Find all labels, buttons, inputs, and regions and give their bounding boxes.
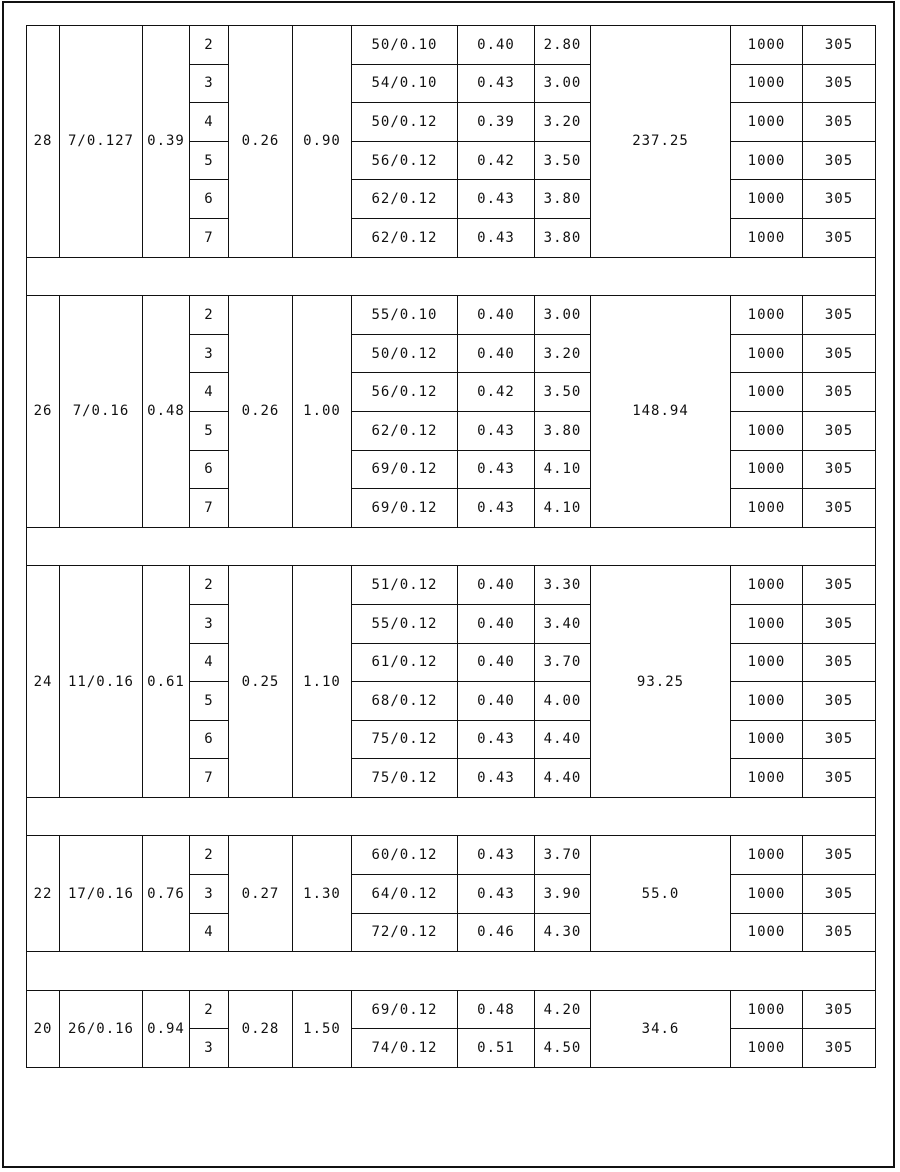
- core-count-cell: 3: [190, 1029, 229, 1068]
- length-meters-cell: 1000: [731, 373, 803, 412]
- sheath-thickness-cell: 0.42: [458, 373, 535, 412]
- conductor-resistance-cell: 93.25: [591, 566, 731, 798]
- sheath-thickness-cell: 0.43: [458, 218, 535, 257]
- length-meters-cell: 1000: [731, 759, 803, 798]
- sheath-thickness-cell: 0.43: [458, 64, 535, 103]
- shield-construction-cell: 75/0.12: [352, 759, 458, 798]
- core-count-cell: 7: [190, 489, 229, 528]
- outer-diameter-cell: 3.00: [535, 296, 591, 335]
- outer-diameter-cell: 4.00: [535, 682, 591, 721]
- shield-construction-cell: 64/0.12: [352, 875, 458, 914]
- shield-construction-cell: 55/0.12: [352, 604, 458, 643]
- conductor-diameter-cell: 0.39: [143, 26, 190, 258]
- sheath-thickness-cell: 0.43: [458, 489, 535, 528]
- sheath-thickness-cell: 0.51: [458, 1029, 535, 1068]
- conductor-resistance-cell: 34.6: [591, 990, 731, 1067]
- separator-cell: [27, 952, 876, 991]
- shield-construction-cell: 55/0.10: [352, 296, 458, 335]
- core-count-cell: 5: [190, 141, 229, 180]
- length-feet-cell: 305: [803, 604, 876, 643]
- outer-diameter-cell: 3.00: [535, 64, 591, 103]
- shield-construction-cell: 61/0.12: [352, 643, 458, 682]
- core-count-cell: 7: [190, 759, 229, 798]
- table-row: [27, 296, 876, 335]
- conductor-resistance-cell: 55.0: [591, 836, 731, 952]
- length-feet-cell: 305: [803, 411, 876, 450]
- length-feet-cell: 305: [803, 913, 876, 952]
- outer-diameter-cell: 3.80: [535, 180, 591, 219]
- insulated-diameter-cell: 1.50: [293, 990, 352, 1067]
- shield-construction-cell: 56/0.12: [352, 141, 458, 180]
- core-count-cell: 6: [190, 450, 229, 489]
- separator-cell: [27, 527, 876, 566]
- outer-diameter-cell: 3.30: [535, 566, 591, 605]
- sheath-thickness-cell: 0.40: [458, 682, 535, 721]
- conductor-stranding-cell: 17/0.16: [60, 836, 143, 952]
- conductor-diameter-cell: 0.76: [143, 836, 190, 952]
- length-meters-cell: 1000: [731, 489, 803, 528]
- table-row: [27, 836, 876, 875]
- awg-gauge-cell: 22: [27, 836, 60, 952]
- sheath-thickness-cell: 0.43: [458, 875, 535, 914]
- length-feet-cell: 305: [803, 489, 876, 528]
- length-feet-cell: 305: [803, 180, 876, 219]
- table-row: [27, 990, 876, 1029]
- cable-spec-table: [26, 25, 876, 1068]
- length-feet-cell: 305: [803, 373, 876, 412]
- outer-diameter-cell: 4.40: [535, 720, 591, 759]
- insulated-diameter-cell: 1.00: [293, 296, 352, 528]
- table-row: [27, 566, 876, 605]
- awg-gauge-cell: 28: [27, 26, 60, 258]
- conductor-stranding-cell: 11/0.16: [60, 566, 143, 798]
- core-count-cell: 2: [190, 296, 229, 335]
- shield-construction-cell: 72/0.12: [352, 913, 458, 952]
- length-meters-cell: 1000: [731, 26, 803, 65]
- core-count-cell: 2: [190, 26, 229, 65]
- outer-diameter-cell: 3.20: [535, 103, 591, 142]
- insulation-thickness-cell: 0.28: [229, 990, 293, 1067]
- separator-cell: [27, 257, 876, 296]
- length-meters-cell: 1000: [731, 875, 803, 914]
- length-meters-cell: 1000: [731, 990, 803, 1029]
- outer-diameter-cell: 3.70: [535, 643, 591, 682]
- length-meters-cell: 1000: [731, 836, 803, 875]
- shield-construction-cell: 56/0.12: [352, 373, 458, 412]
- length-meters-cell: 1000: [731, 180, 803, 219]
- shield-construction-cell: 50/0.12: [352, 103, 458, 142]
- length-meters-cell: 1000: [731, 218, 803, 257]
- awg-gauge-cell: 26: [27, 296, 60, 528]
- group-separator-row: [27, 527, 876, 566]
- outer-diameter-cell: 3.50: [535, 373, 591, 412]
- outer-diameter-cell: 2.80: [535, 26, 591, 65]
- core-count-cell: 3: [190, 604, 229, 643]
- length-meters-cell: 1000: [731, 103, 803, 142]
- length-feet-cell: 305: [803, 296, 876, 335]
- length-feet-cell: 305: [803, 103, 876, 142]
- core-count-cell: 4: [190, 373, 229, 412]
- conductor-stranding-cell: 26/0.16: [60, 990, 143, 1067]
- shield-construction-cell: 74/0.12: [352, 1029, 458, 1068]
- outer-diameter-cell: 3.90: [535, 875, 591, 914]
- length-meters-cell: 1000: [731, 296, 803, 335]
- insulation-thickness-cell: 0.27: [229, 836, 293, 952]
- table-row: [27, 26, 876, 65]
- core-count-cell: 5: [190, 411, 229, 450]
- outer-diameter-cell: 4.30: [535, 913, 591, 952]
- length-meters-cell: 1000: [731, 141, 803, 180]
- sheath-thickness-cell: 0.40: [458, 296, 535, 335]
- awg-gauge-cell: 24: [27, 566, 60, 798]
- core-count-cell: 2: [190, 836, 229, 875]
- insulation-thickness-cell: 0.25: [229, 566, 293, 798]
- shield-construction-cell: 69/0.12: [352, 489, 458, 528]
- outer-diameter-cell: 3.50: [535, 141, 591, 180]
- core-count-cell: 4: [190, 103, 229, 142]
- outer-diameter-cell: 4.40: [535, 759, 591, 798]
- length-feet-cell: 305: [803, 643, 876, 682]
- core-count-cell: 6: [190, 180, 229, 219]
- length-feet-cell: 305: [803, 450, 876, 489]
- length-feet-cell: 305: [803, 141, 876, 180]
- outer-diameter-cell: 3.40: [535, 604, 591, 643]
- sheath-thickness-cell: 0.40: [458, 643, 535, 682]
- length-meters-cell: 1000: [731, 682, 803, 721]
- sheath-thickness-cell: 0.48: [458, 990, 535, 1029]
- length-meters-cell: 1000: [731, 1029, 803, 1068]
- outer-diameter-cell: 3.20: [535, 334, 591, 373]
- length-feet-cell: 305: [803, 990, 876, 1029]
- length-meters-cell: 1000: [731, 450, 803, 489]
- outer-diameter-cell: 4.50: [535, 1029, 591, 1068]
- core-count-cell: 3: [190, 875, 229, 914]
- length-feet-cell: 305: [803, 334, 876, 373]
- shield-construction-cell: 68/0.12: [352, 682, 458, 721]
- shield-construction-cell: 54/0.10: [352, 64, 458, 103]
- insulation-thickness-cell: 0.26: [229, 26, 293, 258]
- sheath-thickness-cell: 0.43: [458, 180, 535, 219]
- length-meters-cell: 1000: [731, 913, 803, 952]
- sheath-thickness-cell: 0.46: [458, 913, 535, 952]
- sheath-thickness-cell: 0.42: [458, 141, 535, 180]
- length-feet-cell: 305: [803, 682, 876, 721]
- length-meters-cell: 1000: [731, 720, 803, 759]
- core-count-cell: 3: [190, 334, 229, 373]
- outer-diameter-cell: 4.10: [535, 450, 591, 489]
- length-meters-cell: 1000: [731, 643, 803, 682]
- conductor-stranding-cell: 7/0.16: [60, 296, 143, 528]
- length-feet-cell: 305: [803, 875, 876, 914]
- length-feet-cell: 305: [803, 566, 876, 605]
- core-count-cell: 4: [190, 913, 229, 952]
- shield-construction-cell: 50/0.10: [352, 26, 458, 65]
- length-feet-cell: 305: [803, 836, 876, 875]
- outer-diameter-cell: 3.70: [535, 836, 591, 875]
- insulation-thickness-cell: 0.26: [229, 296, 293, 528]
- sheath-thickness-cell: 0.43: [458, 720, 535, 759]
- sheath-thickness-cell: 0.40: [458, 26, 535, 65]
- conductor-resistance-cell: 237.25: [591, 26, 731, 258]
- length-meters-cell: 1000: [731, 604, 803, 643]
- sheath-thickness-cell: 0.43: [458, 411, 535, 450]
- sheath-thickness-cell: 0.43: [458, 836, 535, 875]
- length-feet-cell: 305: [803, 1029, 876, 1068]
- length-meters-cell: 1000: [731, 334, 803, 373]
- shield-construction-cell: 60/0.12: [352, 836, 458, 875]
- spec-table-body: [27, 26, 876, 1068]
- length-meters-cell: 1000: [731, 566, 803, 605]
- sheath-thickness-cell: 0.40: [458, 334, 535, 373]
- blank-footer-area: [26, 1068, 875, 1163]
- separator-cell: [27, 797, 876, 836]
- insulated-diameter-cell: 1.30: [293, 836, 352, 952]
- conductor-diameter-cell: 0.61: [143, 566, 190, 798]
- conductor-stranding-cell: 7/0.127: [60, 26, 143, 258]
- length-feet-cell: 305: [803, 26, 876, 65]
- core-count-cell: 3: [190, 64, 229, 103]
- conductor-diameter-cell: 0.94: [143, 990, 190, 1067]
- core-count-cell: 2: [190, 990, 229, 1029]
- core-count-cell: 7: [190, 218, 229, 257]
- shield-construction-cell: 51/0.12: [352, 566, 458, 605]
- shield-construction-cell: 62/0.12: [352, 411, 458, 450]
- length-meters-cell: 1000: [731, 64, 803, 103]
- shield-construction-cell: 75/0.12: [352, 720, 458, 759]
- outer-diameter-cell: 4.20: [535, 990, 591, 1029]
- group-separator-row: [27, 952, 876, 991]
- core-count-cell: 2: [190, 566, 229, 605]
- sheath-thickness-cell: 0.39: [458, 103, 535, 142]
- length-feet-cell: 305: [803, 218, 876, 257]
- shield-construction-cell: 50/0.12: [352, 334, 458, 373]
- outer-diameter-cell: 3.80: [535, 218, 591, 257]
- insulated-diameter-cell: 1.10: [293, 566, 352, 798]
- core-count-cell: 4: [190, 643, 229, 682]
- length-feet-cell: 305: [803, 720, 876, 759]
- core-count-cell: 5: [190, 682, 229, 721]
- insulated-diameter-cell: 0.90: [293, 26, 352, 258]
- length-meters-cell: 1000: [731, 411, 803, 450]
- sheath-thickness-cell: 0.43: [458, 759, 535, 798]
- sheath-thickness-cell: 0.40: [458, 604, 535, 643]
- group-separator-row: [27, 257, 876, 296]
- shield-construction-cell: 69/0.12: [352, 990, 458, 1029]
- awg-gauge-cell: 20: [27, 990, 60, 1067]
- sheath-thickness-cell: 0.43: [458, 450, 535, 489]
- shield-construction-cell: 62/0.12: [352, 180, 458, 219]
- sheath-thickness-cell: 0.40: [458, 566, 535, 605]
- length-feet-cell: 305: [803, 759, 876, 798]
- conductor-resistance-cell: 148.94: [591, 296, 731, 528]
- group-separator-row: [27, 797, 876, 836]
- shield-construction-cell: 69/0.12: [352, 450, 458, 489]
- outer-diameter-cell: 3.80: [535, 411, 591, 450]
- core-count-cell: 6: [190, 720, 229, 759]
- conductor-diameter-cell: 0.48: [143, 296, 190, 528]
- length-feet-cell: 305: [803, 64, 876, 103]
- shield-construction-cell: 62/0.12: [352, 218, 458, 257]
- outer-diameter-cell: 4.10: [535, 489, 591, 528]
